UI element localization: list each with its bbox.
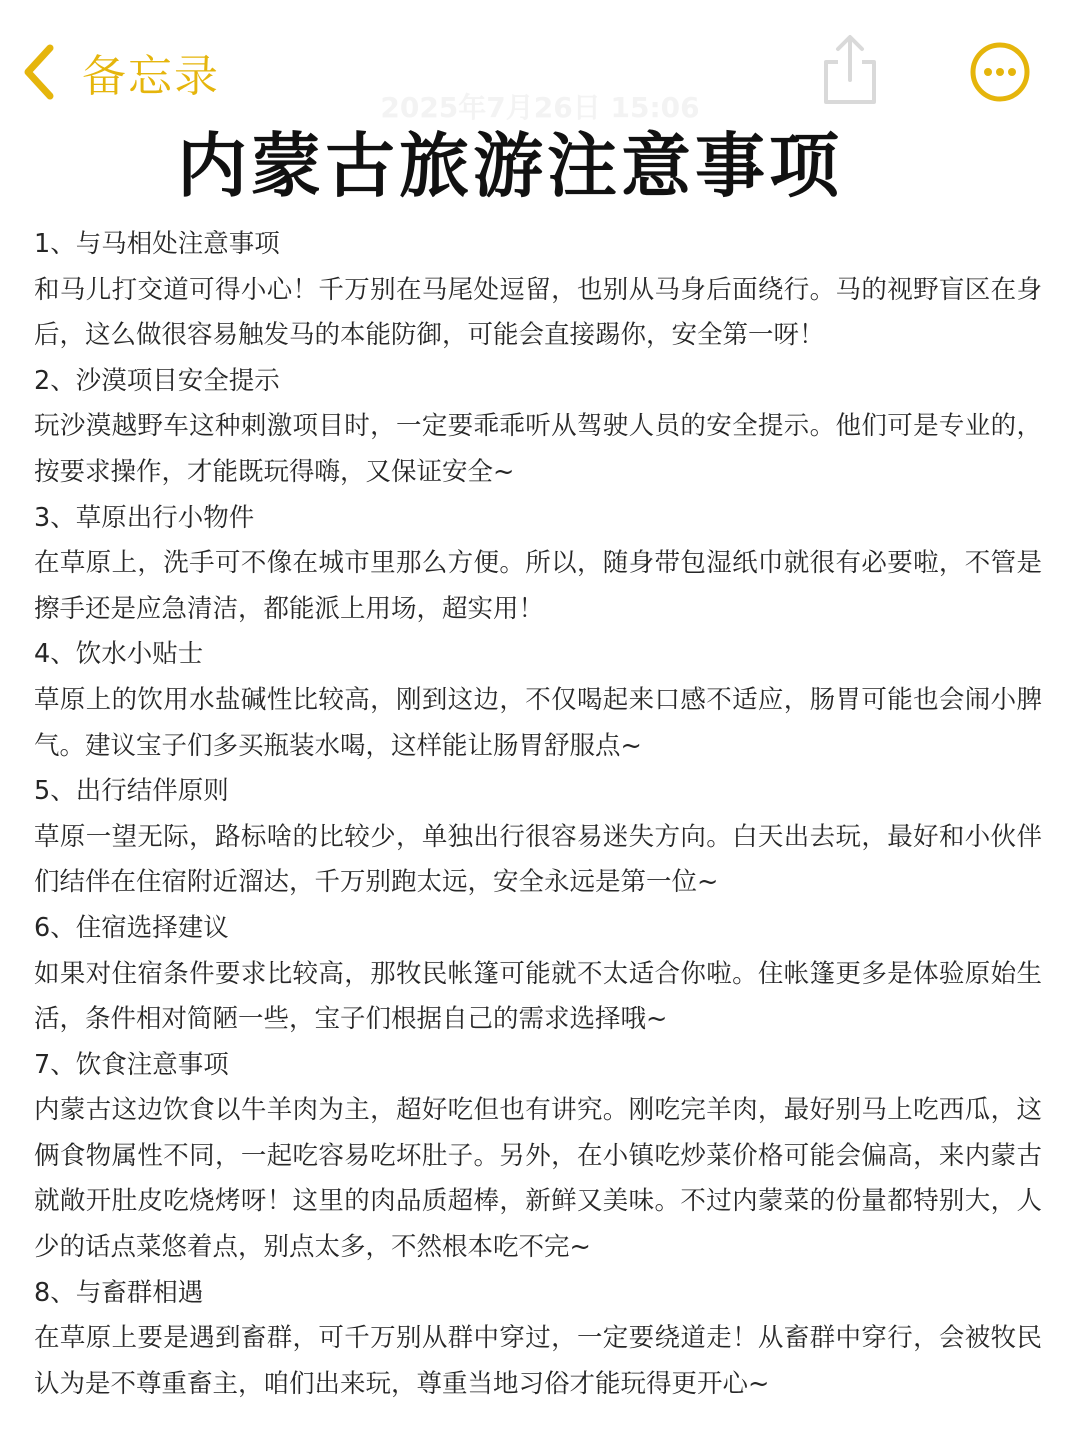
section-body: 在草原上，洗手可不像在城市里那么方便。所以，随身带包湿纸巾就很有必要啦，不管是擦手还是应急清洁，都能派上用场，超实用！ [34,548,1042,624]
section-body: 在草原上要是遇到畜群，可千万别从群中穿过，一定要绕道走！从畜群中穿行，会被牧民认为是不尊重畜主，咱们出来玩，尊重当地习俗才能玩得更开心~ [34,1323,1042,1399]
more-button[interactable] [968,40,1032,104]
section-heading: 3、草原出行小物件 [34,502,255,533]
note-section [34,359,1042,496]
section-heading: 1、与马相处注意事项 [34,229,280,259]
section-body: 内蒙古这边饮食以牛羊肉为主，超好吃但也有讲究。刚吃完羊肉，最好别马上吃西瓜，这俩食物属性不同，一起吃容易吃坏肚子。另外，在小镇吃炒菜价格可能会偏高，来内蒙古就敞开肚皮吃烧烤呀！这里的肉品质超棒，新鲜又美味。不过内蒙菜的份量都特别大，人少的话点菜悠着点，别点太多，不然根本吃不完~ [34,1095,1042,1263]
chevron-left-icon [22,44,56,100]
share-button[interactable] [818,32,882,108]
section-heading: 5、出行结伴原则 [34,776,229,807]
section-heading: 2、沙漠项目安全提示 [34,365,280,396]
more-icon [968,89,1032,108]
section-heading: 7、饮食注意事项 [34,1049,229,1080]
section-body: 草原上的饮用水盐碱性比较高，刚到这边，不仅喝起来口感不适应，肠胃可能也会闹小脾气。建议宝子们多买瓶装水喝，这样能让肠胃舒服点~ [34,684,1042,761]
note-section [34,769,1042,906]
note-title: 内蒙古旅游注意事项 [177,125,843,207]
section-heading: 8、与畜群相遇 [34,1277,204,1308]
section-body: 如果对住宿条件要求比较高，那牧民帐篷可能就不太适合你啦。住帐篷更多是体验原始生活，条件相对简陋一些，宝子们根据自己的需求选择哦~ [34,958,1042,1035]
back-button-label: 备忘录 [82,51,220,102]
note-section [34,632,1042,769]
note-content[interactable] [34,222,1042,1407]
section-body: 和马儿打交道可得小心！千万别在马尾处逗留，也别从马身后面绕行。马的视野盲区在身后，这么做很容易触发马的本能防御，可能会直接踢你，安全第一呀！ [34,274,1042,351]
note-section [34,906,1042,1043]
back-button[interactable] [22,40,220,104]
share-icon [818,93,882,112]
section-heading: 4、饮水小贴士 [34,639,204,670]
note-section [34,496,1042,633]
note-section [34,222,1042,359]
note-section [34,1271,1042,1408]
section-body: 玩沙漠越野车这种刺激项目时，一定要乖乖听从驾驶人员的安全提示。他们可是专业的，按要求操作，才能既玩得嗨，又保证安全~ [34,411,1042,487]
section-heading: 6、住宿选择建议 [34,912,229,943]
note-section [34,1043,1042,1271]
section-body: 草原一望无际，路标啥的比较少，单独出行很容易迷失方向。白天出去玩，最好和小伙伴们结伴在住宿附近溜达，千万别跑太远，安全永远是第一位~ [34,821,1042,898]
note-timestamp: 2025年7月26日 15:06 [380,91,700,124]
